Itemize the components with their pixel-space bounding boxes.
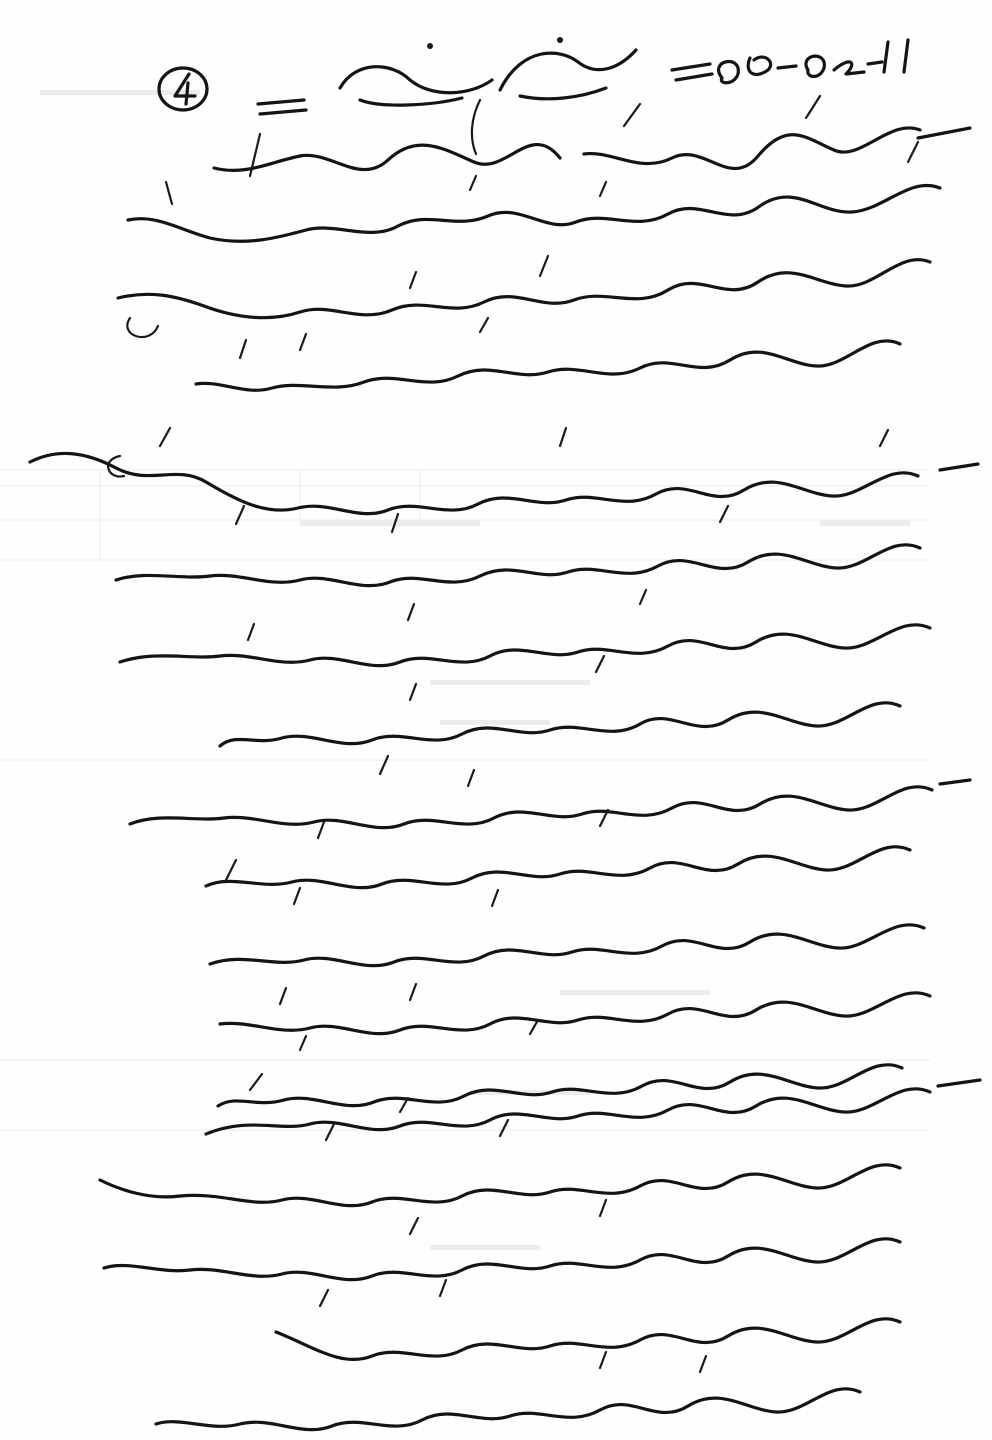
stanza-markers xyxy=(918,128,980,1086)
stanza-2-script xyxy=(30,428,930,746)
header-title-script xyxy=(340,37,636,105)
header-date-script xyxy=(672,40,908,83)
page-number-circle xyxy=(159,68,207,110)
title-equals-mark xyxy=(258,100,306,114)
stanza-3-script xyxy=(130,756,932,1106)
stanza-1-script xyxy=(118,96,940,390)
stanza-4-script xyxy=(100,1074,930,1430)
